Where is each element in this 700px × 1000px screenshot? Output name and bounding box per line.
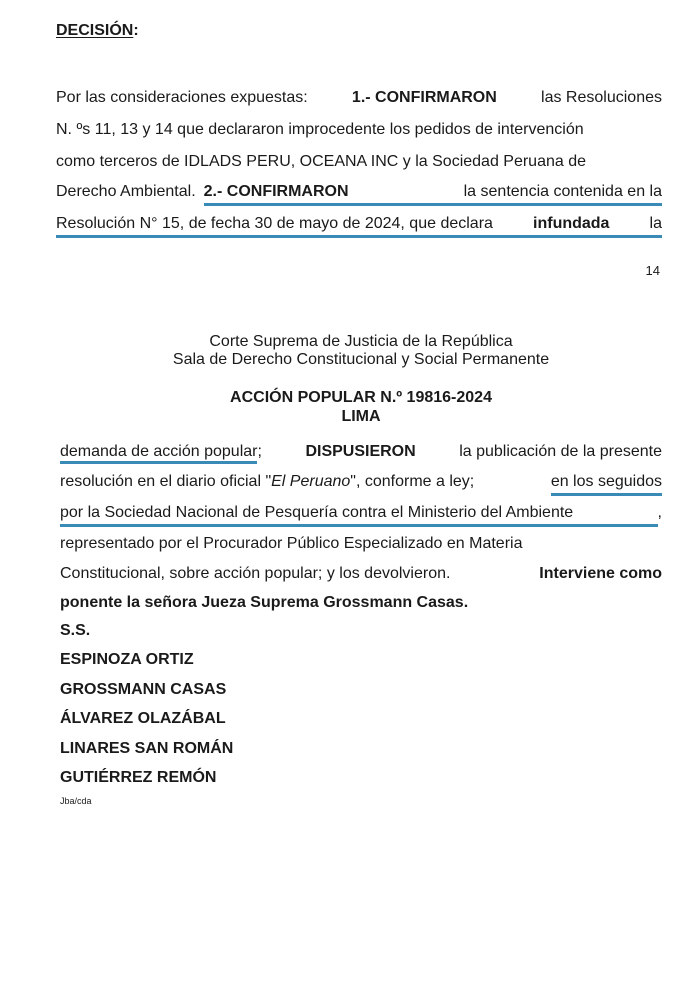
judge-signature: GROSSMANN CASAS [60, 681, 227, 698]
paragraph-2-line-6: ponente la señora Jueza Suprema Grossmann Casas. [60, 594, 469, 611]
judge-signature: ÁLVAREZ OLAZÁBAL [60, 710, 226, 727]
case-location: LIMA [341, 408, 381, 425]
paragraph-2-line-3: por la Sociedad Nacional de Pesquería contra el Ministerio del Ambiente , [60, 503, 662, 527]
page-number: 14 [645, 263, 660, 278]
paragraph-1-line-5 [56, 214, 662, 238]
decision-heading: DECISIÓN: [56, 22, 139, 39]
paragraph-1-line-2: N. ºs 11, 13 y 14 que declararon improcedente los pedidos de intervención [56, 121, 584, 138]
paragraph-1-line-4: Derecho Ambiental. 2.- CONFIRMARON la sentencia contenida en la [56, 182, 662, 206]
paragraph-2-line-1: demanda de acción popular; DISPUSIERON la publicación de la presente [60, 442, 662, 462]
paragraph-2-line-5: Constitucional, sobre acción popular; y los devolvieron. Interviene como [60, 565, 662, 582]
ss-label: S.S. [60, 622, 91, 639]
paragraph-1-line-3: como terceros de IDLADS PERU, OCEANA INC y la Sociedad Peruana de [56, 153, 587, 170]
paragraph-1-line-1: Por las consideraciones expuestas: 1.- CONFIRMARON las Resoluciones [56, 89, 662, 106]
judge-signature: GUTIÉRREZ REMÓN [60, 769, 217, 786]
highlighted-text: Resolución N° 15, de fecha 30 de mayo de 2024, que declara infundada la [56, 214, 662, 238]
case-number: ACCIÓN POPULAR N.º 19816-2024 [230, 389, 492, 406]
judge-signature: ESPINOZA ORTIZ [60, 651, 194, 668]
paragraph-2-line-2: resolución en el diario oficial "El Peruano", conforme a ley; en los seguidos [60, 472, 662, 496]
paragraph-2-line-4: representado por el Procurador Público Especializado en Materia [60, 535, 523, 552]
typist-initials: Jba/cda [60, 796, 92, 806]
highlighted-text: 2.- CONFIRMARON la sentencia contenida en la [204, 182, 662, 206]
judge-signature: LINARES SAN ROMÁN [60, 740, 234, 757]
court-name: Corte Suprema de Justicia de la República [209, 333, 513, 350]
chamber-name: Sala de Derecho Constitucional y Social Permanente [172, 351, 550, 368]
